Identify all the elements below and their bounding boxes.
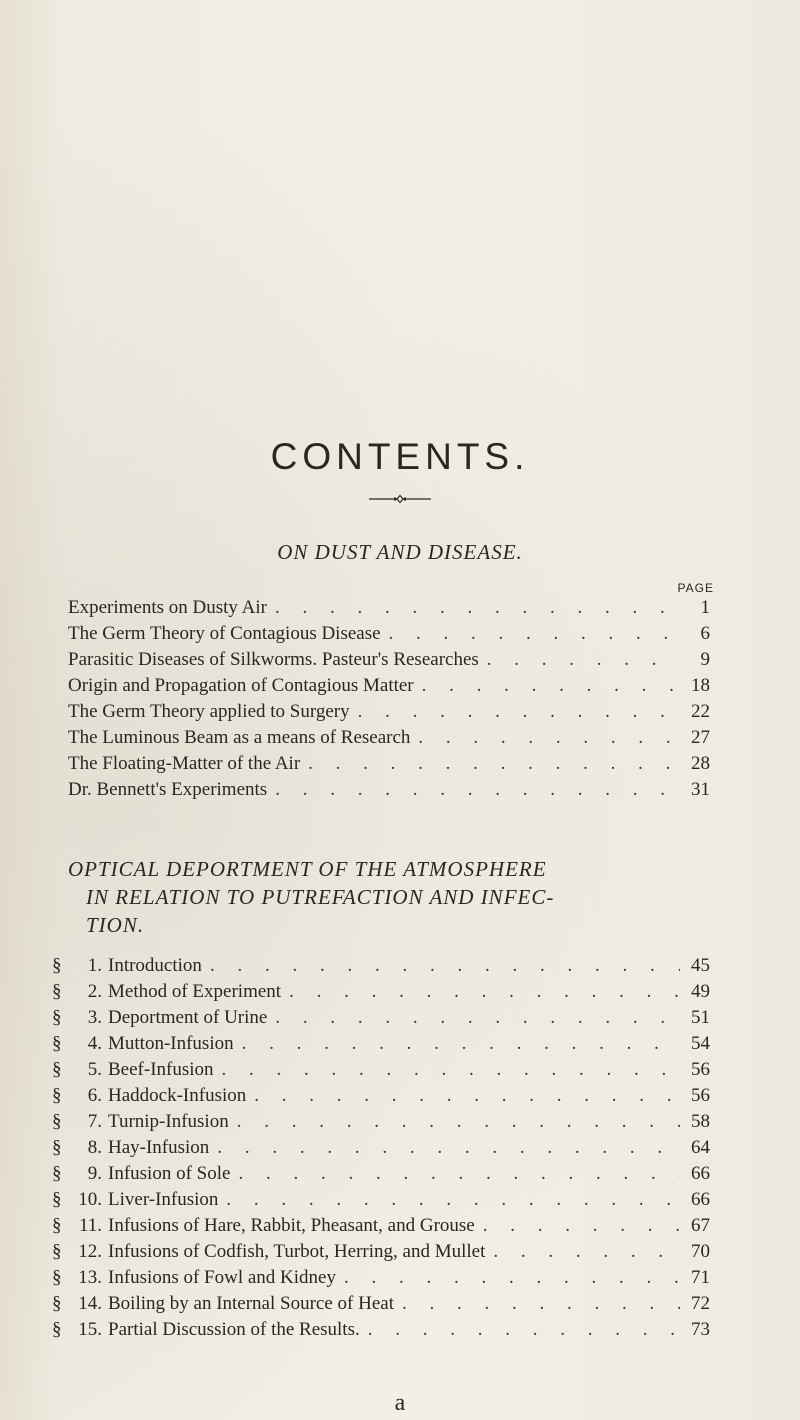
toc-entry: [68, 649, 710, 675]
toc-entry-title: Introduction: [108, 955, 202, 976]
toc-entry-page: 66: [691, 1163, 710, 1184]
toc-entry-title: The Floating-Matter of the Air: [68, 753, 301, 774]
toc-entry-page: 72: [691, 1293, 710, 1314]
toc-entry-page: 28: [691, 753, 710, 774]
toc-entry-number: 8.: [87, 1137, 102, 1158]
section-sign: §: [52, 1007, 62, 1028]
toc-entry-page: 71: [691, 1267, 710, 1288]
toc-leader-dots: [475, 1215, 680, 1237]
toc-entry-page: 51: [691, 1007, 710, 1028]
toc-entry-page: 6: [700, 623, 710, 644]
toc-entry: [68, 597, 710, 623]
toc-entry-number: 12.: [78, 1241, 102, 1262]
toc-entry-title: Liver-Infusion: [108, 1189, 219, 1210]
toc-entry-page: 58: [691, 1111, 710, 1132]
toc-entry: [52, 1215, 710, 1241]
toc-entry: [68, 623, 710, 649]
toc-entry-page: 64: [691, 1137, 710, 1158]
toc-leader-dots: [300, 753, 680, 775]
toc-leader-dots: [394, 1293, 680, 1315]
toc-entry-title: Method of Experiment: [108, 981, 282, 1002]
toc-entry: [52, 1163, 710, 1189]
toc-entry-title: Experiments on Dusty Air: [68, 597, 267, 618]
toc-entry: [68, 701, 710, 727]
page-title: CONTENTS.: [270, 436, 530, 477]
toc-entry: [52, 1007, 710, 1033]
toc-entry: [52, 1085, 710, 1111]
toc-entry-title: Boiling by an Internal Source of Heat: [108, 1293, 394, 1314]
toc-entry-title: Deportment of Urine: [108, 1007, 268, 1028]
toc-leader-dots: [267, 597, 680, 619]
toc-entry-number: 11.: [78, 1215, 102, 1236]
toc-entry: [52, 1033, 710, 1059]
toc-entry-number: 15.: [78, 1319, 102, 1340]
toc-entry-page: 31: [691, 779, 710, 800]
toc-leader-dots: [214, 1059, 680, 1081]
toc-entry-title: Hay-Infusion: [108, 1137, 210, 1158]
toc-entry-title: Infusions of Codfish, Turbot, Herring, and Mullet: [108, 1241, 486, 1262]
toc-entry-page: 73: [691, 1319, 710, 1340]
section-sign: §: [52, 1215, 62, 1236]
section-sign: §: [52, 1319, 62, 1340]
toc-entry-number: 5.: [87, 1059, 102, 1080]
toc-entry-page: 27: [691, 727, 710, 748]
toc-entry-page: 1: [700, 597, 710, 618]
toc-entry-title: The Germ Theory applied to Surgery: [68, 701, 350, 722]
page-column-header: PAGE: [677, 581, 714, 595]
toc-entry-page: 67: [691, 1215, 710, 1236]
ornament-divider-icon: [369, 494, 431, 504]
heading-line: OPTICAL DEPORTMENT OF THE ATMOSPHERE: [68, 857, 547, 881]
toc-entry-title: Origin and Propagation of Contagious Matter: [68, 675, 414, 696]
toc-entry: [52, 1137, 710, 1163]
toc-entry-page: 45: [691, 955, 710, 976]
toc-list-dust-disease: [68, 597, 710, 805]
toc-entry: [52, 1189, 710, 1215]
toc-entry-title: Partial Discussion of the Results.: [108, 1319, 360, 1340]
section-sign: §: [52, 981, 62, 1002]
toc-entry-page: 66: [691, 1189, 710, 1210]
toc-entry-number: 4.: [87, 1033, 102, 1054]
toc-entry-title: Dr. Bennett's Experiments: [68, 779, 268, 800]
toc-entry: [52, 1241, 710, 1267]
section-heading-dust-disease: ON DUST AND DISEASE.: [277, 540, 523, 564]
toc-leader-dots: [350, 701, 680, 723]
toc-entry-page: 56: [691, 1085, 710, 1106]
toc-entry-number: 9.: [87, 1163, 102, 1184]
section-sign: §: [52, 1163, 62, 1184]
toc-entry-number: 2.: [87, 981, 102, 1002]
toc-entry-title: Infusion of Sole: [108, 1163, 231, 1184]
section-sign: §: [52, 955, 62, 976]
toc-leader-dots: [267, 1007, 680, 1029]
toc-entry: [68, 727, 710, 753]
toc-entry-title: The Germ Theory of Contagious Disease: [68, 623, 381, 644]
toc-leader-dots: [281, 981, 680, 1003]
toc-entry: [52, 1059, 710, 1085]
toc-leader-dots: [381, 623, 680, 645]
toc-leader-dots: [209, 1137, 680, 1159]
toc-entry-number: 1.: [87, 955, 102, 976]
toc-entry-page: 22: [691, 701, 710, 722]
toc-entry-title: Infusions of Hare, Rabbit, Pheasant, and Grouse: [108, 1215, 475, 1236]
section-sign: §: [52, 1085, 62, 1106]
toc-entry-number: 14.: [78, 1293, 102, 1314]
section-sign: §: [52, 1189, 62, 1210]
toc-entry-title: Haddock-Infusion: [108, 1085, 247, 1106]
toc-leader-dots: [229, 1111, 680, 1133]
toc-entry-title: The Luminous Beam as a means of Research: [68, 727, 411, 748]
toc-leader-dots: [202, 955, 680, 977]
toc-leader-dots: [360, 1319, 680, 1341]
section-sign: §: [52, 1059, 62, 1080]
toc-leader-dots: [479, 649, 680, 671]
toc-entry-title: Parasitic Diseases of Silkworms. Pasteur's Researches: [68, 649, 479, 670]
toc-entry-number: 3.: [87, 1007, 102, 1028]
toc-leader-dots: [246, 1085, 680, 1107]
toc-entry: [68, 753, 710, 779]
toc-entry-page: 70: [691, 1241, 710, 1262]
toc-entry: [52, 1293, 710, 1319]
section-sign: §: [52, 1241, 62, 1262]
section-sign: §: [52, 1111, 62, 1132]
toc-entry: [52, 1111, 710, 1137]
toc-leader-dots: [485, 1241, 680, 1263]
heading-line: IN RELATION TO PUTREFACTION AND INFEC-: [86, 885, 555, 909]
toc-entry-number: 10.: [78, 1189, 102, 1210]
section-sign: §: [52, 1267, 62, 1288]
toc-entry-page: 56: [691, 1059, 710, 1080]
toc-leader-dots: [230, 1163, 680, 1185]
toc-entry-number: 6.: [87, 1085, 102, 1106]
toc-entry-title: Mutton-Infusion: [108, 1033, 234, 1054]
toc-leader-dots: [234, 1033, 680, 1055]
toc-entry-title: Turnip-Infusion: [108, 1111, 229, 1132]
toc-entry: [52, 1319, 710, 1345]
toc-entry-page: 49: [691, 981, 710, 1002]
toc-leader-dots: [414, 675, 680, 697]
toc-leader-dots: [218, 1189, 680, 1211]
toc-entry: [68, 779, 710, 805]
toc-entry-page: 54: [691, 1033, 710, 1054]
toc-entry: [52, 955, 710, 981]
toc-entry-title: Infusions of Fowl and Kidney: [108, 1267, 336, 1288]
toc-entry: [68, 675, 710, 701]
toc-leader-dots: [267, 779, 680, 801]
signature-mark: a: [394, 1390, 406, 1416]
toc-entry: [52, 981, 710, 1007]
toc-entry: [52, 1267, 710, 1293]
section-sign: §: [52, 1293, 62, 1314]
toc-list-optical-deportment: [52, 955, 710, 1345]
toc-entry-number: 13.: [78, 1267, 102, 1288]
toc-entry-number: 7.: [87, 1111, 102, 1132]
section-heading-optical-deportment: [68, 855, 748, 939]
toc-entry-page: 9: [700, 649, 710, 670]
toc-leader-dots: [336, 1267, 680, 1289]
toc-leader-dots: [410, 727, 680, 749]
section-sign: §: [52, 1137, 62, 1158]
section-sign: §: [52, 1033, 62, 1054]
toc-entry-title: Beef-Infusion: [108, 1059, 214, 1080]
toc-entry-page: 18: [691, 675, 710, 696]
heading-line: TION.: [86, 913, 145, 937]
